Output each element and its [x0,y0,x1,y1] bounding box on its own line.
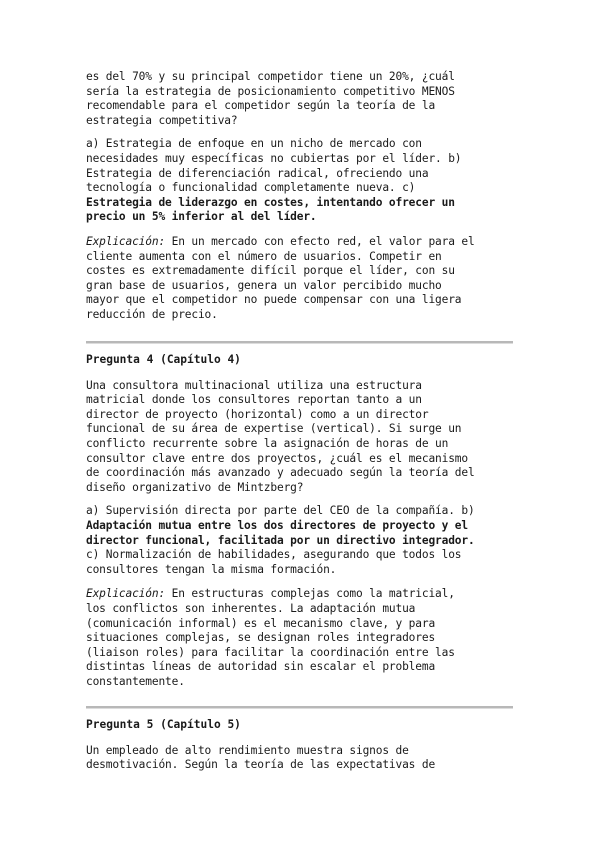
explanation-line: cliente aumenta con el número de usuarios. Competir en [86,249,442,263]
correct-answer-line: director funcional, facilitada por un directivo integrador. [86,533,475,547]
stem-line: director de proyecto (horizontal) como a un director [86,407,429,421]
question-4 [86,353,526,689]
explanation-line: gran base de usuarios, genera un valor percibido mucho [86,278,442,292]
explanation-line: distintas líneas de autoridad sin escalar el problema [86,660,436,674]
explanation-line: reducción de precio. [86,307,218,321]
stem-line: consultor clave entre dos proyectos, ¿cuál es el mecanismo [86,451,468,465]
section-divider [86,706,513,709]
explanation-line: los conflictos son inherentes. La adaptación mutua [86,601,416,615]
option-line: tecnología o funcionalidad completamente nueva. c) [86,181,416,195]
option-line: necesidades muy específicas no cubiertas por el líder. b) [86,151,462,165]
explanation-line [86,235,526,250]
explanation-label: Explicación: [86,587,166,601]
explanation-line: mayor que el competidor no puede compensar con una ligera [86,293,462,307]
stem-line: Un empleado de alto rendimiento muestra signos de [86,743,409,757]
option-line: c) Normalización de habilidades, asegurando que todos los [86,548,462,562]
explanation-line [86,587,526,602]
stem-line: diseño organizativo de Mintzberg? [86,480,304,494]
document-page [86,70,526,323]
explanation-line: situaciones complejas, se designan roles integradores [86,631,436,645]
stem-line: desmotivación. Según la teoría de las expectativas de [86,758,436,772]
explanation-line: (liaison roles) para facilitar la coordinación entre las [86,645,455,659]
explanation-label: Explicación: [86,234,166,248]
stem-line: conflicto recurrente sobre la asignación de horas de un [86,436,449,450]
explanation-line: constantemente. [86,674,185,688]
section-divider [86,341,513,344]
correct-answer-line: Adaptación mutua entre los dos directores de proyecto y el [86,518,468,532]
correct-answer-line: Estrategia de liderazgo en costes, intentando ofrecer un [86,195,455,209]
explanation-text: En estructuras complejas como la matricial, [165,587,455,601]
stem-line: es del 70% y su principal competidor tiene un 20%, ¿cuál [86,70,455,83]
explanation-text: En un mercado con efecto red, el valor para el [165,234,475,248]
stem-line: matricial donde los consultores reportan tanto a un [86,393,422,407]
option-line: a) Supervisión directa por parte del CEO de la compañía. b) [86,504,475,518]
correct-answer-line: precio un 5% inferior al del líder. [86,210,317,224]
stem-line: de coordinación más avanzado y adecuado según la teoría del [86,466,475,480]
stem-line: Una consultora multinacional utiliza una estructura [86,378,422,392]
option-line: consultores tengan la misma formación. [86,562,337,576]
stem-line: funcional de su área de expertise (vertical). Si surge un [86,422,462,436]
question-4-heading: Pregunta 4 (Capítulo 4) [86,353,241,366]
question-5-heading: Pregunta 5 (Capítulo 5) [86,718,241,731]
stem-line: recomendable para el competidor según la teoría de la [86,99,436,113]
question-4-stem [86,379,526,496]
stem-line: estrategia competitiva? [86,113,238,127]
explanation-line: (comunicación informal) es el mecanismo clave, y para [86,616,436,630]
option-line: a) Estrategia de enfoque en un nicho de mercado con [86,137,422,151]
question-5 [86,718,526,773]
explanation-line: costes es extremadamente difícil porque el líder, con su [86,264,455,278]
question-3-stem [86,70,526,128]
option-line: Estrategia de diferenciación radical, ofreciendo una [86,166,429,180]
question-4-explanation [86,587,526,689]
question-3-options [86,137,526,225]
question-5-stem [86,744,526,773]
question-3-explanation [86,235,526,323]
stem-line: sería la estrategia de posicionamiento competitivo MENOS [86,84,455,98]
question-4-options [86,504,526,577]
